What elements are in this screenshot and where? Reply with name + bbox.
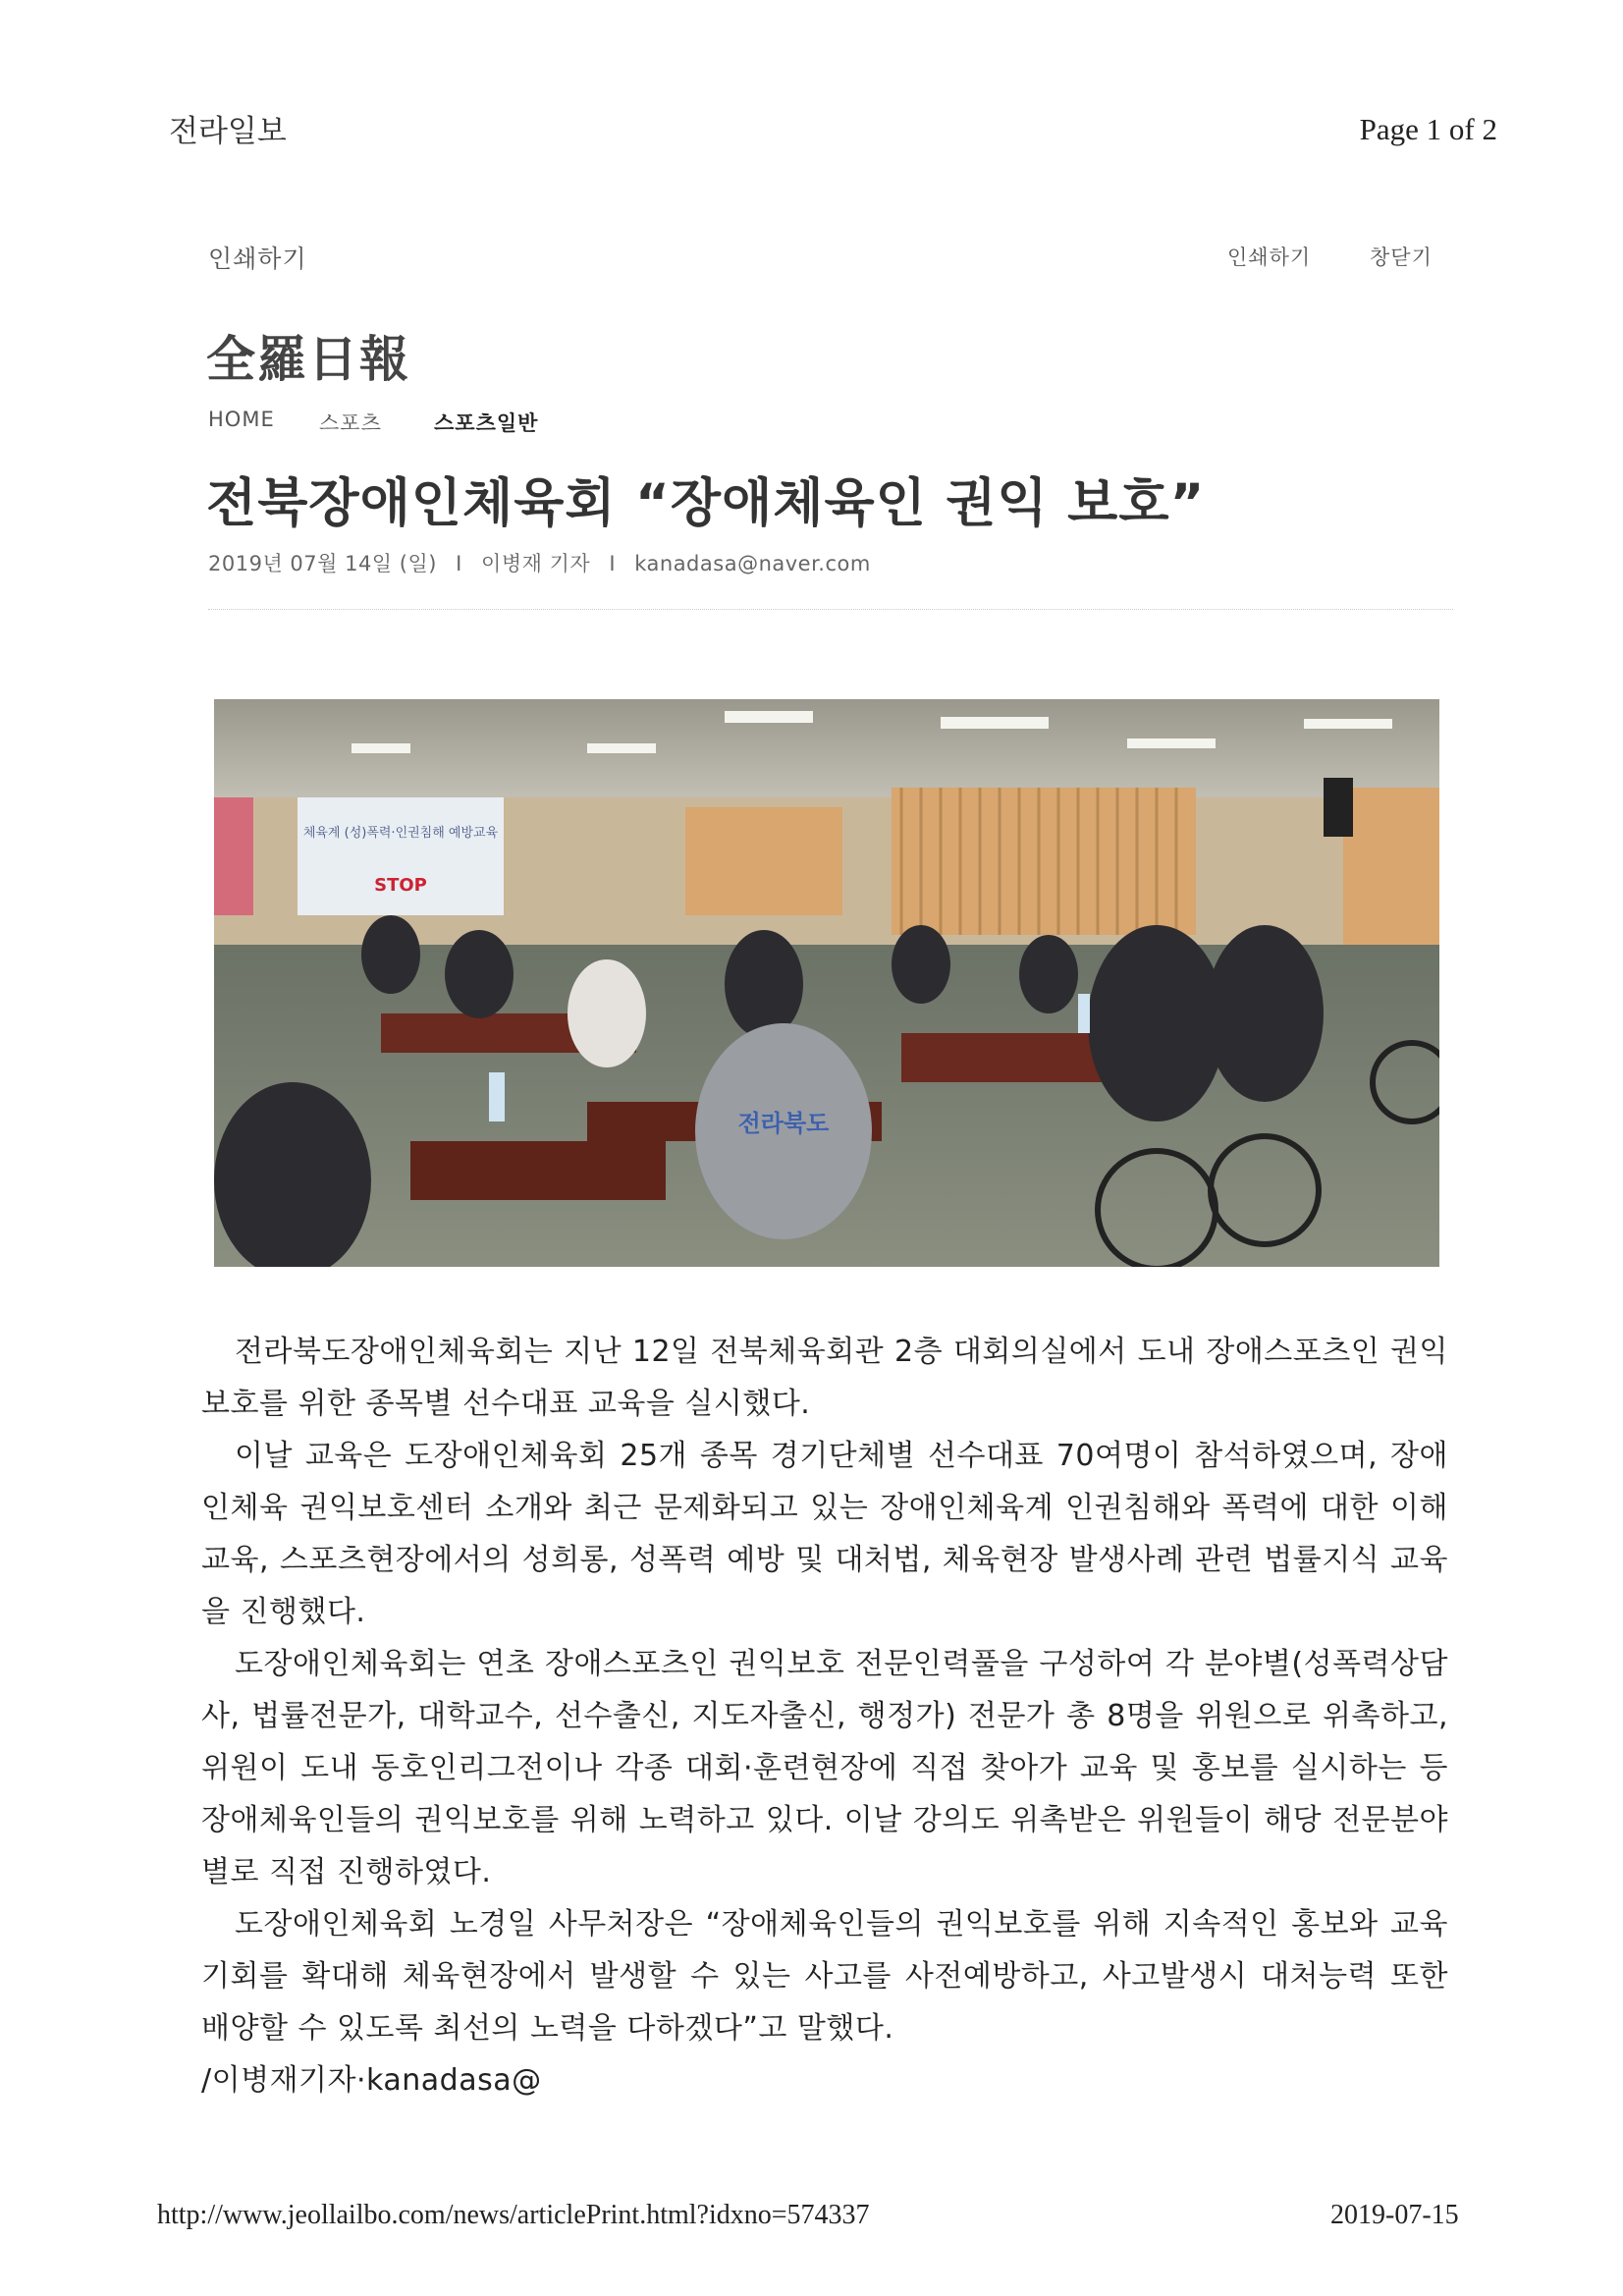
article-body [201,1326,1448,2106]
breadcrumb-sports-general[interactable]: 스포츠일반 [434,411,539,435]
article-meta [208,548,883,577]
print-link[interactable]: 인쇄하기 [1227,246,1312,269]
article-paragraph: 전라북도장애인체육회는 지난 12일 전북체육회관 2층 대회의실에서 도내 장애스포츠인 권익보호를 위한 종목별 선수대표 교육을 실시했다. [201,1335,1448,1421]
print-footer-date: 2019-07-15 [1330,2200,1459,2230]
article-paragraph: 도장애인체육회는 연초 장애스포츠인 권익보호 전문인력풀을 구성하여 각 분야별(성폭력상담사, 법률전문가, 대학교수, 선수출신, 지도자출신, 행정가) 전문가 총 8명을 위원으로 위촉하고, 위원이 도내 동호인리그전이나 각종 대회·훈련현장에 직접 찾아가 교육 및 홍보를 실시하는 등 장애체육인들의 권익보호를 위해 노력하고 있다. 이날 강의도 위촉받은 위원들이 해당 전문분야별로 직접 진행하였다. [201,1647,1448,1889]
site-name: 전라일보 [169,114,287,149]
slide-title: 체육계 (성)폭력·인권침해 예방교육 [302,826,499,841]
slide-stop-text: STOP [374,875,427,896]
print-footer-url: http://www.jeollailbo.com/news/articlePrint.html?idxno=574337 [157,2200,870,2230]
divider [208,609,1453,610]
article-email[interactable]: kanadasa@naver.com [634,552,871,575]
article-title: 전북장애인체육회 “장애체육인 권익 보호” [206,473,1206,533]
article-author: 이병재 기자 [481,552,591,575]
article-paragraph: 도장애인체육회 노경일 사무처장은 “장애체육인들의 권익보호를 위해 지속적인 홍보와 교육기회를 확대해 체육현장에서 발생할 수 있는 사고를 사전예방하고, 사고발생시 대처능력 또한 배양할 수 있도록 최선의 노력을 다하겠다”고 말했다. [201,1907,1448,2046]
breadcrumb-home[interactable]: HOME [208,408,275,431]
newspaper-logo: 全羅日報 [206,330,410,388]
meta-separator: I [609,552,617,575]
article-date: 2019년 07월 14일 (일) [208,552,437,575]
article-signature: /이병재기자·kanadasa@ [201,2063,542,2098]
print-button[interactable]: 인쇄하기 [208,245,307,273]
article-photo [214,699,1439,1267]
article-paragraph: 이날 교육은 도장애인체육회 25개 종목 경기단체별 선수대표 70여명이 참석하였으며, 장애인체육 권익보호센터 소개와 최근 문제화되고 있는 장애인체육계 인권침해와 폭력에 대한 이해교육, 스포츠현장에서의 성희롱, 성폭력 예방 및 대처법, 체육현장 발생사례 관련 법률지식 교육을 진행했다. [201,1439,1448,1629]
close-window-link[interactable]: 창닫기 [1370,246,1433,269]
meta-separator: I [456,552,462,575]
breadcrumb-sports[interactable]: 스포츠 [319,411,382,435]
shirt-text: 전라북도 [737,1110,830,1137]
page-info: Page 1 of 2 [1359,112,1497,146]
